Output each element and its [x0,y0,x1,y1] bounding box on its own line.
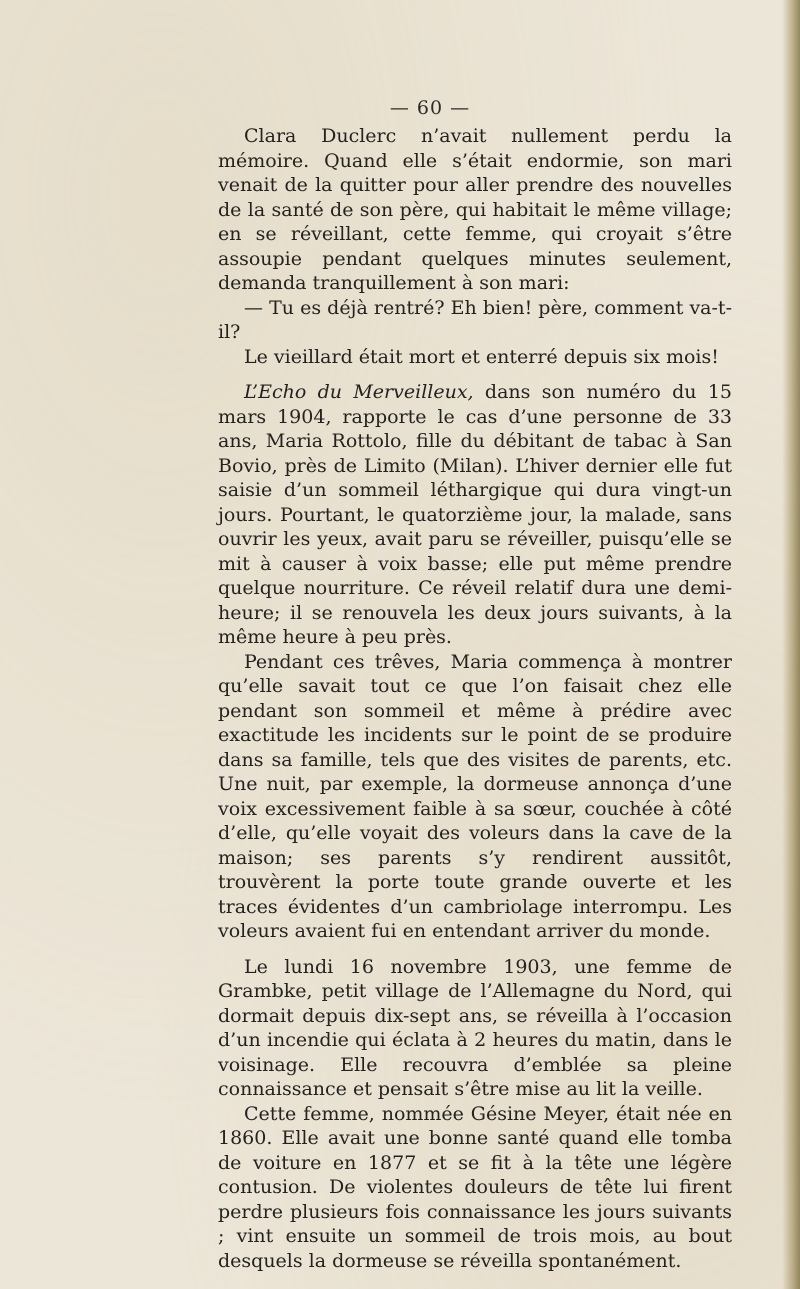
paragraph-treves: Pendant ces trêves, Maria commença à montrer qu’elle savait tout ce que l’on faisait chez elle pendant son sommeil et même à prédire avec exactitude les incidents sur le point de se produire dans sa famille, tels que des visites de parents, etc. Une nuit, par exemple, la dormeuse annonça d’une voix excessivement faible à sa sœur, couchée à côté d’elle, qu’elle voyait des voleurs dans la cave de la maison; ses parents s’y rendirent aussitôt, trouvèrent la porte toute grande ouverte et les traces évidentes d’un cambriolage interrompu. Les voleurs avaient fui en entendant arriver du monde. [218,650,732,942]
journal-title: L’Echo du Merveilleux, [244,381,474,403]
paragraph-grambke: Le lundi 16 novembre 1903, une femme de Grambke, petit village de l’Allemagne du Nord, qui dormait depuis dix-sept ans, se réveilla à l’occasion d’un incendie qui éclata à 2 heures du matin, dans le voisinage. Elle recouvra d’emblée sa pleine connaissance et pensait s’être mise au lit la veille. [218,955,732,1100]
paragraph-maria-rottolo-text: dans son numéro du 15 mars 1904, rapporte le cas d’une personne de 33 ans, Maria Rottolo, fille du débitant de tabac à San Bovio, près de Limito (Milan). L’hiver dernier elle fut saisie d’un sommeil léthargique qui dura vingt-un jours. Pourtant, le quatorzième jour, la malade, sans ouvrir les yeux, avait paru se réveiller, puisqu’elle se mit à causer à voix basse; elle put même prendre quelque nourriture. Ce réveil relatif dura une demi-heure; il se renouvela les deux jours suivants, à la même heure à peu près. [218,381,733,648]
paragraph-clara-duclerc: Clara Duclerc n’avait nullement perdu la mémoire. Quand elle s’était endormie, son mari venait de la quitter pour aller prendre des nouvelles de la santé de son père, qui habitait le même village; en se réveillant, cette femme, qui croyait s’être assoupie pendant quelques minutes seulement, demanda tranquillement à son mari: [218,125,732,294]
paragraph-old-man-dead: Le vieillard était mort et enterré depuis six mois! [244,345,719,368]
paragraph-gesine-meyer: Cette femme, nommée Gésine Meyer, était née en 1860. Elle avait une bonne santé quand elle tomba de voiture en 1877 et se fit à la tête une légère contusion. De violentes douleurs de tête lui firent perdre plusieurs fois connaissance les jours suivants ; vint ensuite un sommeil de trois mois, au bout desquels la dormeuse se réveilla spontanément. [218,1102,732,1272]
body-text [218,124,732,1273]
page-edge-shadow [782,0,800,1289]
page-number: — 60 — [389,97,471,119]
paragraph-dialogue-question: — Tu es déjà rentré? Eh bien! père, comment va-t-il? [218,296,732,343]
paragraph-maria-rottolo [218,380,732,650]
